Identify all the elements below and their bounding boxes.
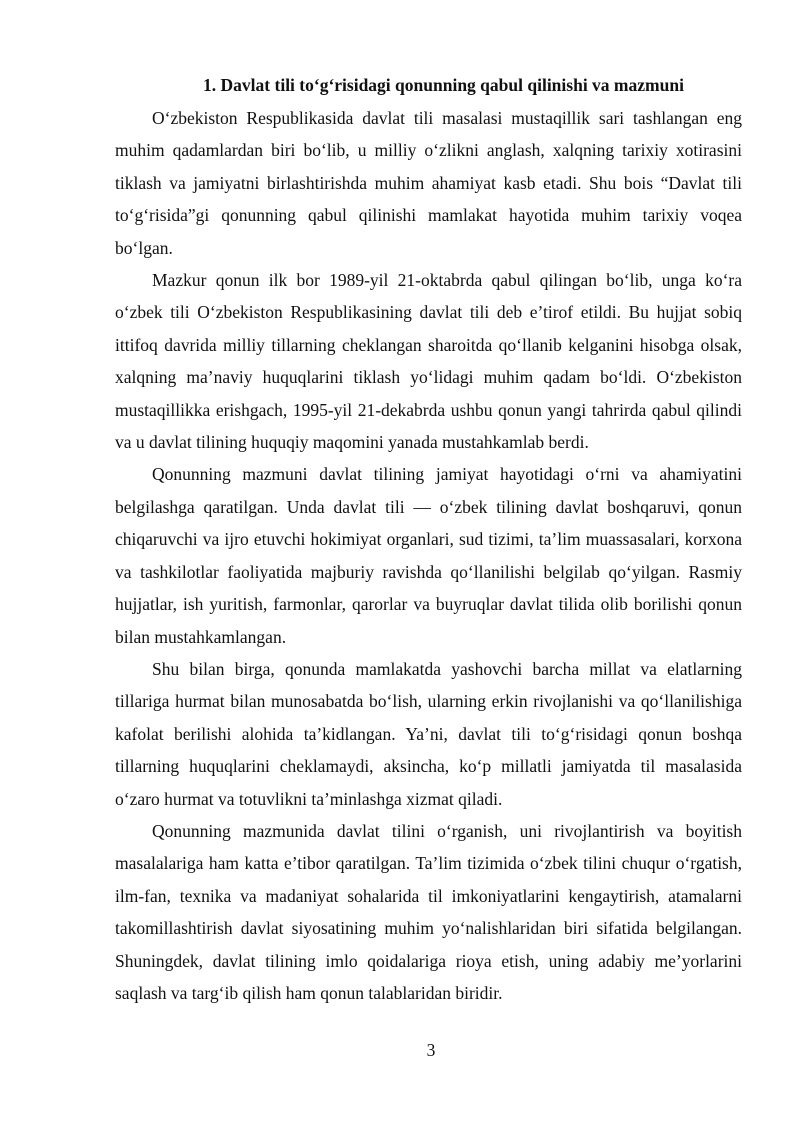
paragraph-5: Qonunning mazmunida davlat tilini o‘rganish, uni rivojlantirish va boyitish masalalariga ham katta e’tibor qaratilgan. Ta’lim tizimida o‘zbek tilini chuqur o‘rgatish, ilm-fan, texnika va madaniyat sohalarida til imkoniyatlarini kengaytirish, atamalarni takomillashtirish davlat siyosatining muhim yo‘nalishlaridan biri sifatida belgilangan. Shuningdek, davlat tilining imlo qoidalariga rioya etish, uning adabiy me’yorlarini saqlash va targ‘ib qilish ham qonun talablaridan biridir. [115, 820, 742, 1003]
page-number: 3 [426, 1040, 436, 1060]
paragraph-1: O‘zbekiston Respublikasida davlat tili masalasi mustaqillik sari tashlangan eng muhim qadamlardan biri bo‘lib, u milliy o‘zlikni anglash, xalqning tarixiy xotirasini tiklash va jamiyatni birlashtirishda muhim ahamiyat kasb etadi. Shu bois “Davlat tili to‘g‘risida”gi qonunning qabul qilinishi mamlakat hayotida muhim tarixiy voqea bo‘lgan. [115, 108, 742, 258]
section-heading: 1. Davlat tili to‘g‘risidagi qonunning qabul qilinishi va mazmuni [203, 75, 684, 95]
paragraph-4: Shu bilan birga, qonunda mamlakatda yashovchi barcha millat va elatlarning tillariga hurmat bilan munosabatda bo‘lish, ularning erkin rivojlanishi va qo‘llanilishiga kafolat berilishi alohida ta’kidlangan. Ya’ni, davlat tili to‘g‘risidagi qonun boshqa tillarning huquqlarini cheklamaydi, aksincha, ko‘p millatli jamiyatda til masalasida o‘zaro hurmat va totuvlikni ta’minlashga xizmat qiladi. [115, 658, 742, 809]
document-page [115, 72, 742, 1009]
paragraph-2: Mazkur qonun ilk bor 1989-yil 21-oktabrda qabul qilingan bo‘lib, unga ko‘ra o‘zbek tili O‘zbekiston Respublikasining davlat tili deb e’tirof etildi. Bu hujjat sobiq ittifoq davrida milliy tillarning cheklangan sharoitda qo‘llanib kelganini hisobga olsak, xalqning ma’naviy huquqlarini tiklash yo‘lidagi muhim qadam bo‘ldi. O‘zbekiston mustaqillikka erishgach, 1995-yil 21-dekabrda ushbu qonun yangi tahrirda qabul qilindi va u davlat tilining huquqiy maqomini yanada mustahkamlab berdi. [115, 270, 742, 453]
paragraph-3: Qonunning mazmuni davlat tilining jamiyat hayotidagi o‘rni va ahamiyatini belgilashga qaratilgan. Unda davlat tili — o‘zbek tilining davlat boshqaruvi, qonun chiqaruvchi va ijro etuvchi hokimiyat organlari, sud tizimi, ta’lim muassasalari, korxona va tashkilotlar faoliyatida majburiy ravishda qo‘llanilishi belgilab qo‘yilgan. Rasmiy hujjatlar, ish yuritish, farmonlar, qarorlar va buyruqlar davlat tilida olib borilishi qonun bilan mustahkamlangan. [115, 464, 742, 647]
